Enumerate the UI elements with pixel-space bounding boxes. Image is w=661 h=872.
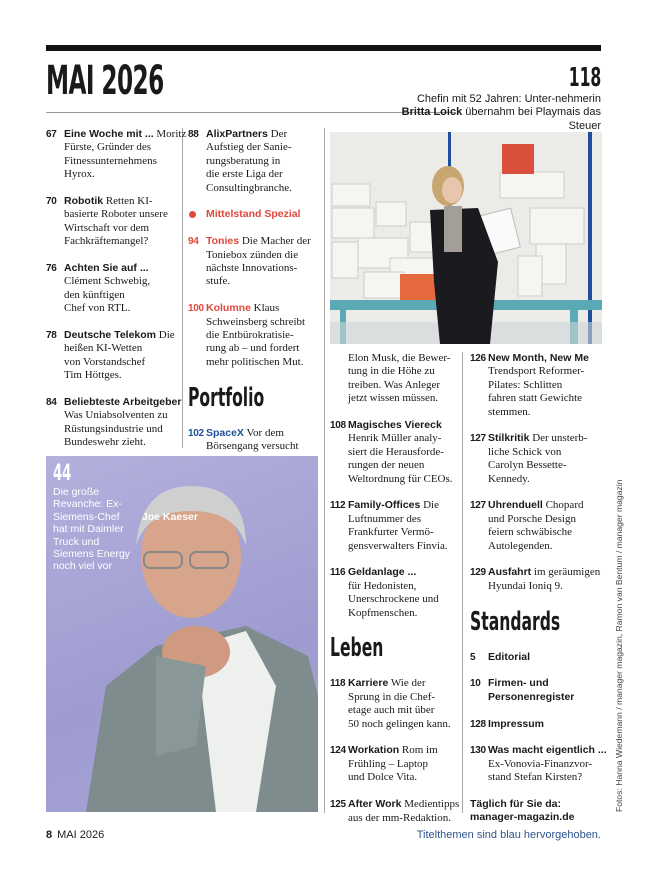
toc-entry[interactable]: [470, 566, 600, 593]
caption-text: hat mit Daimler Truck und Siemens Energy noch viel vor: [53, 523, 131, 573]
entry-title[interactable]: Stilkritik: [488, 432, 530, 445]
toc-entry[interactable]: [46, 128, 187, 182]
entry-title[interactable]: Ausfahrt: [488, 566, 532, 579]
entry-title[interactable]: Deutsche Telekom: [64, 329, 157, 342]
entry-text: Klaus: [253, 302, 280, 315]
entry-text-line: und Dolce Vita.: [348, 771, 418, 784]
toc-entry[interactable]: [46, 329, 178, 383]
entry-title[interactable]: AlixPartners: [206, 128, 268, 140]
toc-entry[interactable]: [46, 195, 178, 249]
entry-page-number[interactable]: 127: [470, 433, 486, 445]
entry-page-number[interactable]: 76: [46, 263, 57, 275]
feature-page[interactable]: 44: [53, 461, 72, 486]
entry-text-line: Pilates: Schlitten: [488, 378, 563, 391]
toc-entry[interactable]: [330, 419, 458, 486]
toc-entry[interactable]: [470, 718, 600, 731]
caption-name: Joe Kaeser: [141, 510, 198, 523]
entry-text-line: Henrik Müller analy-: [348, 432, 442, 445]
entry-title[interactable]: Mittelstand Spezial: [206, 208, 301, 221]
entry-page-number[interactable]: 94: [188, 236, 199, 248]
entry-title[interactable]: Karriere: [348, 677, 389, 690]
entry-text-line: gensverwalters Finvia.: [348, 539, 448, 552]
entry-text-line: rungsberatung in: [206, 154, 281, 167]
entry-page-number[interactable]: 128: [470, 718, 486, 730]
toc-entry[interactable]: [188, 302, 320, 369]
entry-text-line: Sprung in die Chef-: [348, 690, 436, 703]
entry-title[interactable]: SpaceX: [206, 426, 244, 439]
entry-text-line: Unerschrockene und: [348, 593, 439, 606]
toc-entry[interactable]: [188, 208, 320, 221]
entry-text: Vor dem: [246, 426, 284, 439]
page-number: 8: [46, 829, 53, 841]
page-footer-left: [46, 829, 104, 841]
caption-text: übernahm bei Playmais das Steuer: [465, 106, 601, 132]
column-divider: [182, 128, 183, 448]
entry-first-line: [488, 499, 600, 512]
entry-first-line: [64, 396, 182, 409]
entry-text-line: Ex-Vonovia-Finanzvor-: [488, 757, 593, 770]
entry-title[interactable]: After Work: [348, 798, 402, 811]
entry-text-line: Hyrox.: [64, 168, 95, 181]
entry-text-line: feiern schwäbische: [488, 526, 572, 539]
entry-text-line: Kennedy.: [488, 472, 530, 485]
entry-text: Moritz: [156, 128, 187, 140]
entry-text-line: fahren statt Gewichte: [488, 392, 583, 405]
entry-first-line: [488, 718, 600, 731]
entry-text-line: Elon Musk, die Bewer-: [348, 352, 451, 364]
entry-page-number[interactable]: 10: [470, 678, 481, 690]
entry-title[interactable]: Kolumne: [206, 302, 251, 315]
entry-text-line: Schweinsberg schreibt: [206, 315, 306, 328]
toc-column-3: [330, 352, 458, 838]
entry-text-line: Frankfurter Vermö-: [348, 526, 434, 539]
toc-entry[interactable]: [46, 396, 182, 450]
entry-first-line: [348, 499, 458, 512]
toc-entry-continuation[interactable]: [330, 352, 458, 406]
top-bar: [46, 45, 601, 51]
entry-page-number[interactable]: 5: [470, 651, 476, 663]
toc-entry[interactable]: [470, 432, 600, 486]
entry-title[interactable]: Eine Woche mit ...: [64, 128, 154, 140]
entry-text-line: basierte Roboter unsere: [64, 208, 168, 221]
entry-text-line: Hyundai Ioniq 9.: [488, 579, 563, 592]
entry-text-line: die erste Liga der: [206, 168, 283, 181]
toc-entry[interactable]: [46, 262, 178, 316]
entry-text: im geräumigen: [533, 566, 601, 579]
entry-text-line: jetzt wissen müssen.: [348, 392, 439, 405]
entry-text: Wie der: [390, 677, 426, 690]
entry-first-line: [348, 566, 458, 579]
entry-page-number[interactable]: 112: [330, 500, 346, 512]
toc-entry[interactable]: [330, 744, 458, 784]
entry-text-line: treiben. Was Anleger: [348, 378, 441, 391]
entry-text-line: Carolyn Bessette-: [488, 459, 567, 472]
entry-text-line: und Porsche Design: [488, 512, 576, 525]
entry-page-number[interactable]: 78: [46, 330, 57, 342]
toc-entry[interactable]: [330, 677, 458, 731]
entry-text-line: stemmen.: [488, 405, 531, 418]
caption-name: Britta Loick: [401, 106, 463, 119]
entry-first-line: [348, 798, 458, 811]
entry-title[interactable]: Editorial: [488, 650, 531, 663]
entry-first-line: [64, 329, 178, 342]
entry-text: Medientipps: [404, 798, 460, 811]
entry-first-line: [64, 128, 187, 141]
entry-first-line: [348, 677, 458, 690]
entry-text-line: Toniebox zünden die: [206, 248, 299, 261]
toc-entry[interactable]: [470, 798, 600, 825]
entry-first-line: [488, 352, 600, 365]
toc-entry[interactable]: [470, 744, 607, 784]
entry-page-number[interactable]: 118: [330, 678, 346, 690]
entry-text-line: Kopfmenschen.: [348, 606, 418, 619]
entry-text-line: Fürste, Gründer des: [64, 141, 152, 154]
entry-text-line: Personenregister: [488, 690, 575, 703]
entry-text-line: den künftigen: [64, 288, 125, 301]
entry-text: Der unsterb-: [532, 432, 588, 445]
entry-title[interactable]: Uhrenduell: [488, 499, 543, 512]
entry-page-number[interactable]: 116: [330, 567, 346, 579]
entry-title[interactable]: Was macht eigentlich ...: [488, 744, 607, 757]
entry-text-line: Tim Höttges.: [64, 369, 122, 382]
entry-first-line: [488, 432, 600, 445]
entry-first-line: [206, 235, 320, 248]
entry-text-line: liche Schick von: [488, 445, 562, 458]
entry-text-line: Wirtschaft vor dem: [64, 221, 150, 234]
entry-text-line: heißen KI-Wetten: [64, 342, 143, 355]
cover-photo-britta-loick[interactable]: [330, 132, 602, 344]
footer-issue: MAI 2026: [57, 829, 105, 841]
toc-entry[interactable]: [188, 235, 320, 289]
entry-text-line: tung in die Höhe zu: [348, 365, 435, 378]
photo-illustration: [330, 132, 602, 344]
photo-credits: Fotos: Hanna Wiedemann / manager magazin, Ramon van Bentum / manager magazin: [614, 479, 624, 812]
entry-text-line: Chef von RTL.: [64, 302, 131, 315]
entry-first-line: [206, 302, 320, 315]
section-heading: Leben: [330, 633, 384, 664]
entry-text: Retten KI-: [105, 195, 153, 208]
entry-first-line: [488, 744, 607, 757]
entry-text: Die Macher der: [241, 235, 311, 248]
entry-page-number[interactable]: 67: [46, 129, 57, 140]
entry-text-line: Autolegenden.: [488, 539, 553, 552]
toc-column-4: [470, 352, 607, 838]
entry-page-number[interactable]: 84: [46, 397, 57, 409]
caption-text: Die große Revanche: Ex-Siemens-Chef: [53, 486, 122, 523]
entry-text-line: 50 noch gelingen kann.: [348, 717, 451, 730]
entry-text-line: aus der mm-Redaktion.: [348, 811, 451, 824]
section-heading: Portfolio: [188, 382, 265, 413]
issue-title: MAI 2026: [46, 58, 164, 104]
entry-text-line: Rüstungsindustrie und: [64, 422, 163, 435]
feature-photo-joe-kaeser[interactable]: [46, 456, 318, 812]
entry-text-line: Weltordnung für CEOs.: [348, 472, 453, 485]
toc-entry[interactable]: [470, 651, 600, 664]
entry-title[interactable]: Magisches Viereck: [348, 419, 442, 432]
entry-text-line: für Hedonisten,: [348, 579, 417, 592]
entry-text-line: Börsengang versucht: [206, 440, 299, 453]
entry-title[interactable]: New Month, New Me: [488, 352, 589, 364]
entry-text-line: Bundeswehr zieht.: [64, 436, 146, 449]
entry-first-line: [488, 566, 600, 579]
entry-text-line: Fitnessunternehmens: [64, 154, 157, 167]
entry-first-line: [470, 798, 600, 811]
entry-title[interactable]: Impressum: [488, 717, 545, 730]
entry-text-line: nächste Innovations-: [206, 262, 298, 275]
entry-title[interactable]: Tonies: [206, 235, 240, 248]
caption-text: Chefin mit 52 Jahren: Unter-nehmerin: [416, 93, 601, 105]
entry-text-line: Was Uniabsolventen zu: [64, 409, 168, 422]
toc-entry[interactable]: [330, 499, 458, 553]
cover-story-page[interactable]: 118: [568, 63, 601, 93]
entry-page-number[interactable]: 100: [188, 303, 204, 315]
entry-page-number[interactable]: 88: [188, 129, 199, 140]
entry-first-line: [64, 195, 178, 208]
entry-page-number[interactable]: 108: [330, 420, 346, 432]
entry-first-line: [488, 651, 600, 664]
entry-text-line: mehr politischen Mut.: [206, 355, 304, 368]
entry-text-line: siert die Herausforde-: [348, 445, 444, 458]
entry-page-number[interactable]: 127: [470, 500, 486, 512]
entry-first-line: [206, 128, 320, 141]
entry-text: Chopard: [545, 499, 584, 512]
entry-title[interactable]: Geldanlage ...: [348, 566, 417, 579]
bullet-icon: [189, 211, 196, 218]
entry-first-line: [206, 208, 320, 221]
entry-title[interactable]: Robotik: [64, 195, 104, 208]
entry-page-number[interactable]: 102: [188, 427, 204, 439]
entry-first-line: [348, 744, 458, 757]
entry-page-number[interactable]: 124: [330, 745, 346, 757]
entry-text-line: rung ab – und fordert: [206, 342, 300, 355]
entry-text-line: rungen der neuen: [348, 459, 425, 472]
header-rule: [46, 112, 456, 113]
toc-entry[interactable]: [470, 677, 600, 704]
toc-entry[interactable]: [330, 566, 458, 620]
cover-story-caption: [401, 93, 601, 133]
entry-text-line: Frühling – Laptop: [348, 757, 429, 770]
entry-page-number[interactable]: 130: [470, 745, 486, 757]
entry-text-line: Clément Schwebig,: [64, 275, 151, 288]
toc-entry[interactable]: [470, 499, 600, 553]
entry-title[interactable]: Beliebteste Arbeitgeber: [64, 396, 182, 409]
entry-text-line: Luftnummer des: [348, 512, 422, 525]
entry-text: Der: [270, 128, 288, 140]
toc-entry[interactable]: [470, 352, 600, 419]
entry-text-line: Consultingbranche.: [206, 181, 292, 194]
entry-title[interactable]: Firmen- und: [488, 677, 549, 690]
entry-text: Die: [423, 499, 439, 512]
entry-title[interactable]: Achten Sie auf ...: [64, 262, 149, 275]
entry-page-number[interactable]: 125: [330, 799, 346, 811]
entry-text-line: von Vorstandschef: [64, 355, 146, 368]
entry-text-line: die Entbürokratisie-: [206, 329, 294, 342]
toc-entry[interactable]: [188, 427, 320, 454]
entry-text-line: manager-magazin.de: [470, 811, 575, 824]
entry-page-number[interactable]: 126: [470, 353, 486, 364]
toc-entry[interactable]: [330, 798, 458, 825]
entry-text-line: stufe.: [206, 275, 231, 288]
entry-first-line: [488, 677, 600, 690]
entry-text-line: stand Stefan Kirsten?: [488, 771, 583, 784]
entry-first-line: [206, 427, 320, 440]
footer-note: Titelthemen sind blau hervorgehoben.: [416, 829, 601, 841]
entry-page-number[interactable]: 129: [470, 567, 486, 579]
column-divider: [462, 352, 463, 813]
entry-title[interactable]: Family-Offices: [348, 499, 421, 512]
entry-text: Die: [158, 329, 175, 342]
entry-text: Rom im: [401, 744, 438, 757]
toc-column-1: [46, 128, 187, 463]
entry-text-line: Fachkräftemangel?: [64, 235, 149, 248]
entry-text-line: etage auch mit über: [348, 704, 435, 717]
toc-column-2: [188, 128, 320, 467]
entry-title[interactable]: Täglich für Sie da:: [470, 798, 562, 811]
entry-page-number[interactable]: 70: [46, 196, 57, 208]
column-divider: [324, 128, 325, 813]
entry-title[interactable]: Workation: [348, 744, 400, 757]
entry-first-line: [64, 262, 178, 275]
toc-entry[interactable]: [188, 128, 320, 195]
entry-text-line: Aufstieg der Sanie-: [206, 141, 292, 154]
entry-first-line: [348, 419, 458, 432]
feature-caption: [53, 462, 198, 573]
entry-text-line: Trendsport Reformer-: [488, 365, 585, 378]
section-heading: Standards: [470, 606, 561, 637]
